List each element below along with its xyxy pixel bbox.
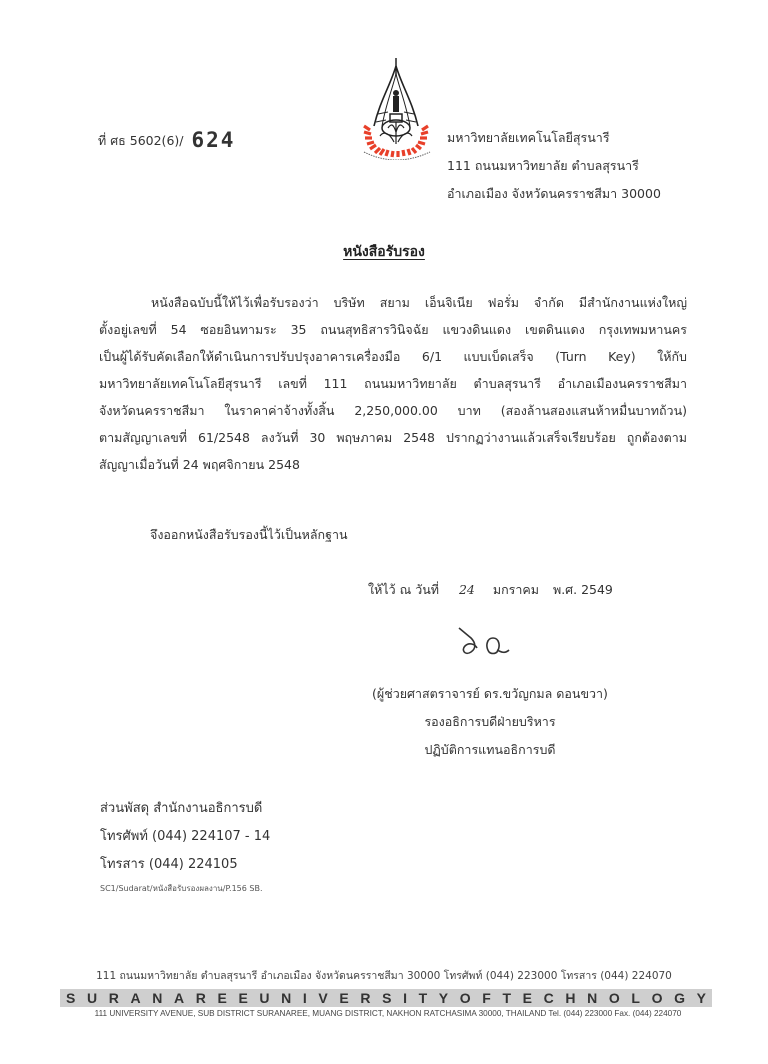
signatory-position-1: รองอธิการบดีฝ่ายบริหาร (424, 714, 556, 729)
date-year: พ.ศ. 2549 (552, 582, 613, 597)
signatory-position-2: ปฏิบัติการแทนอธิการบดี (424, 742, 556, 757)
banner-letter: S (382, 990, 392, 1006)
issue-date (368, 580, 613, 600)
org-address-line-1: 111 ถนนมหาวิทยาลัย ตำบลสุรนารี (447, 158, 639, 173)
banner-letter: R (108, 990, 119, 1006)
date-month: มกราคม (492, 582, 539, 597)
banner-letter: T (418, 990, 428, 1006)
banner-letter: I (302, 990, 307, 1006)
signature-icon (455, 622, 535, 664)
banner-letter: Y (696, 990, 706, 1006)
reference-number-value: 624 (191, 128, 236, 152)
org-name: มหาวิทยาลัยเทคโนโลยีสุรนารี (447, 130, 610, 145)
banner-letter: E (339, 990, 349, 1006)
banner-letter: U (259, 990, 270, 1006)
signatory-name: (ผู้ช่วยศาสตราจารย์ ดร.ขวัญกมล ดอนขวา) (372, 686, 608, 701)
document-title (0, 241, 768, 263)
banner-letter: U (86, 990, 98, 1006)
banner-letter: A (173, 990, 185, 1006)
banner-letter: H (565, 990, 576, 1006)
banner-letter: C (543, 990, 554, 1006)
closing-statement: จึงออกหนังสือรับรองนี้ไว้เป็นหลักฐาน (150, 527, 348, 542)
body-line-7: สัญญาเมื่อวันที่ 24 พฤศจิกายน 2548 (99, 457, 300, 472)
university-logo-icon (350, 56, 442, 160)
reference-number (98, 128, 235, 152)
body-line-3: เป็นผู้ได้รับคัดเลือกให้ดำเนินการปรับปรุงอาคารเครื่องมือ 6/1 แบบเบ็ดเสร็จ (Turn Key) ให้กับ (99, 349, 687, 364)
banner-letter: N (587, 990, 598, 1006)
footer-thai-address: 111 ถนนมหาวิทยาลัย ตำบลสุรนารี อำเภอเมือง จังหวัดนครราชสีมา 30000 โทรศัพท์ (044) 223000 โทรสาร (044) 224070 (96, 970, 672, 982)
body-line-6: ตามสัญญาเลขที่ 61/2548 ลงวันที่ 30 พฤษภาคม 2548 ปรากฏว่างานแล้วเสร็จเรียบร้อย ถูกต้องตาม (99, 430, 687, 445)
banner-letter: R (360, 990, 371, 1006)
banner-letter: G (674, 990, 685, 1006)
body-line-5: จังหวัดนครราชสีมา ในราคาค่าจ้างทั้งสิ้น 2,250,000.00 บาท (สองล้านสองแสนห้าหมื่นบาทถ้วน) (99, 403, 687, 418)
banner-letter: F (482, 990, 491, 1006)
banner-letter: I (403, 990, 407, 1006)
banner-letter: O (651, 990, 663, 1006)
contact-department: ส่วนพัสดุ สำนักงานอธิการบดี (100, 801, 263, 816)
banner-letter: Y (438, 990, 449, 1006)
banner-letter: N (152, 990, 163, 1006)
footer-banner (60, 989, 712, 1007)
banner-letter: A (130, 990, 141, 1006)
date-day: 24 (458, 582, 475, 597)
file-reference: SC1/Sudarat/หนังสือรับรองผลงาน/P.156 SB. (100, 884, 263, 893)
banner-letter: E (522, 990, 532, 1006)
document-title-text: หนังสือรับรอง (343, 244, 425, 260)
banner-letter: V (318, 990, 328, 1006)
contact-fax: โทรสาร (044) 224105 (100, 857, 238, 872)
body-line-1: หนังสือฉบับนี้ให้ไว้เพื่อรับรองว่า บริษัท สยาม เอ็นจิเนีย ฟอรั่ม จำกัด มีสำนักงานแห่งใหญ่ (151, 295, 687, 310)
reference-label: ที่ ศธ 5602(6)/ (98, 133, 184, 148)
banner-letter: L (631, 990, 640, 1006)
banner-letter: N (281, 990, 292, 1006)
banner-letter: T (502, 990, 512, 1006)
date-prefix: ให้ไว้ ณ วันที่ (368, 582, 439, 597)
banner-letter: E (217, 990, 227, 1006)
banner-letter: S (66, 990, 76, 1006)
body-line-2: ตั้งอยู่เลขที่ 54 ซอยอินทามระ 35 ถนนสุทธิสารวินิจฉัย แขวงดินแดง เขตดินแดง กรุงเทพมหานคร (99, 322, 687, 337)
footer-english-address: 111 UNIVERSITY AVENUE, SUB DISTRICT SURANAREE, MUANG DISTRICT, NAKHON RATCHASIMA 30000, THAILAND Tel. (044) 223000 Fax. (044) 224070 (94, 1009, 682, 1018)
contact-phone: โทรศัพท์ (044) 224107 - 14 (100, 829, 271, 844)
banner-letter: O (459, 990, 471, 1006)
banner-letter: O (608, 990, 620, 1006)
org-address-line-2: อำเภอเมือง จังหวัดนครราชสีมา 30000 (447, 186, 661, 201)
banner-letter: E (238, 990, 248, 1006)
banner-letter: R (195, 990, 206, 1006)
body-line-4: มหาวิทยาลัยเทคโนโลยีสุรนารี เลขที่ 111 ถนนมหาวิทยาลัย ตำบลสุรนารี อำเภอเมืองนครราชสีมา (99, 376, 687, 391)
